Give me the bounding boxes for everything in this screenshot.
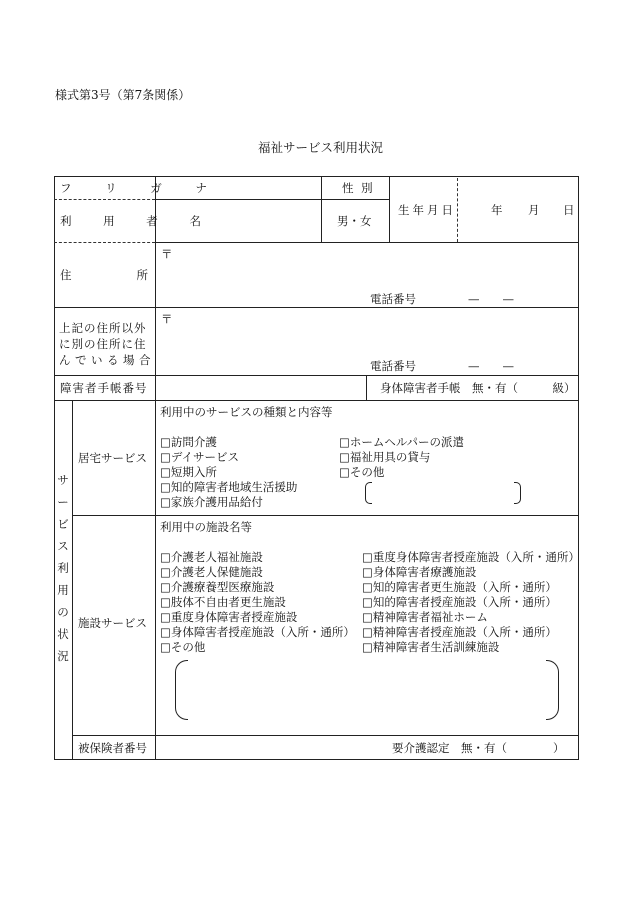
list-item[interactable]: □知的障害者更生施設（入所・通所）	[362, 580, 557, 594]
service-status-label	[56, 469, 70, 667]
list-item[interactable]: □知的障害者授産施設（入所・通所）	[362, 595, 557, 609]
ss-char-5: 利	[57, 561, 69, 575]
disability-handbook-label: 障害者手帳番号	[60, 381, 148, 395]
list-item[interactable]: □家族介護用品給付	[160, 495, 263, 509]
ss-char-7: の	[57, 605, 69, 619]
list-item[interactable]: □ホームヘルパーの派遣	[339, 435, 465, 449]
ss-char-2: ー	[57, 495, 69, 509]
form-title: 福祉サービス利用状況	[258, 140, 384, 155]
furigana-label	[60, 181, 222, 195]
physical-handbook-label: 身体障害者手帳 無・有（ 級）	[380, 381, 576, 395]
list-item[interactable]: □訪問介護	[160, 435, 217, 449]
facility-services-heading: 利用中の施設名等	[160, 520, 252, 534]
list-item[interactable]: □重度身体障害者授産施設（入所・通所）	[362, 550, 580, 564]
form-number: 様式第3号（第7条関係）	[55, 88, 191, 102]
list-item[interactable]: □デイサービス	[160, 450, 240, 464]
ss-char-3: ビ	[57, 517, 69, 531]
postal-mark: 〒	[161, 247, 173, 261]
other-postal-mark: 〒	[161, 312, 173, 326]
ss-char-8: 状	[57, 627, 69, 641]
ss-char-6: 用	[57, 583, 69, 597]
user-name-label: 利 用 者 名	[60, 214, 215, 228]
list-item[interactable]: □介護老人保健施設	[160, 565, 263, 579]
list-item[interactable]: □身体障害者授産施設（入所・通所）	[160, 625, 355, 639]
list-item[interactable]: □精神障害者生活訓練施設	[362, 640, 500, 654]
ss-char-9: 況	[57, 649, 69, 663]
insured-number-label: 被保険者番号	[78, 741, 147, 755]
home-service-label: 居宅サービス	[78, 451, 147, 465]
list-item[interactable]: □介護療養型医療施設	[160, 580, 275, 594]
home-services-heading: 利用中のサービスの種類と内容等	[160, 405, 333, 419]
phone-label: 電話番号	[370, 292, 416, 306]
home-other-bracket-right	[514, 482, 521, 504]
address-char-2: 所	[136, 268, 148, 282]
list-item[interactable]: □肢体不自由者更生施設	[160, 595, 286, 609]
list-item[interactable]: □身体障害者療護施設	[362, 565, 477, 579]
other-address-line-3: んでいる場合	[59, 353, 155, 367]
care-certification-label: 要介護認定 無・有（ ）	[392, 741, 565, 755]
list-item[interactable]: □重度身体障害者授産施設	[160, 610, 298, 624]
year-label: 年	[491, 203, 503, 217]
other-phone-dashes: — —	[468, 359, 514, 373]
home-services-right	[339, 435, 464, 480]
sex-label: 性 別	[342, 181, 375, 195]
facility-other-bracket-left	[175, 660, 188, 720]
list-item[interactable]: □その他	[160, 640, 206, 654]
sex-options: 男・女	[337, 214, 372, 228]
ss-char-4: ス	[57, 539, 69, 553]
home-other-bracket-left	[365, 482, 372, 504]
list-item[interactable]: □精神障害者授産施設（入所・通所）	[362, 625, 557, 639]
facility-other-bracket-right	[546, 660, 559, 720]
other-address-line-1: 上記の住所以外	[59, 321, 147, 335]
facility-services-left	[160, 550, 355, 655]
address-char-1: 住	[60, 268, 72, 282]
list-item[interactable]: □精神障害者福祉ホーム	[362, 610, 488, 624]
day-label: 日	[563, 203, 575, 217]
list-item[interactable]: □その他	[339, 465, 385, 479]
home-services-left	[160, 435, 297, 510]
list-item[interactable]: □知的障害者地域生活援助	[160, 480, 298, 494]
ss-char-1: サ	[57, 473, 69, 487]
list-item[interactable]: □介護老人福祉施設	[160, 550, 263, 564]
list-item[interactable]: □福祉用具の貸与	[339, 450, 431, 464]
birthdate-label: 生年月日	[398, 203, 456, 217]
facility-service-label: 施設サービス	[78, 616, 147, 630]
furigana-text: フ リ ガ ナ	[60, 181, 222, 195]
address-label	[60, 268, 148, 282]
facility-services-right	[362, 550, 580, 655]
phone-dashes: — —	[468, 292, 514, 306]
other-address-line-2: に別の住所に住	[59, 337, 147, 351]
other-address-label	[59, 320, 155, 368]
list-item[interactable]: □短期入所	[160, 465, 217, 479]
other-phone-label: 電話番号	[370, 359, 416, 373]
month-label: 月	[528, 203, 540, 217]
